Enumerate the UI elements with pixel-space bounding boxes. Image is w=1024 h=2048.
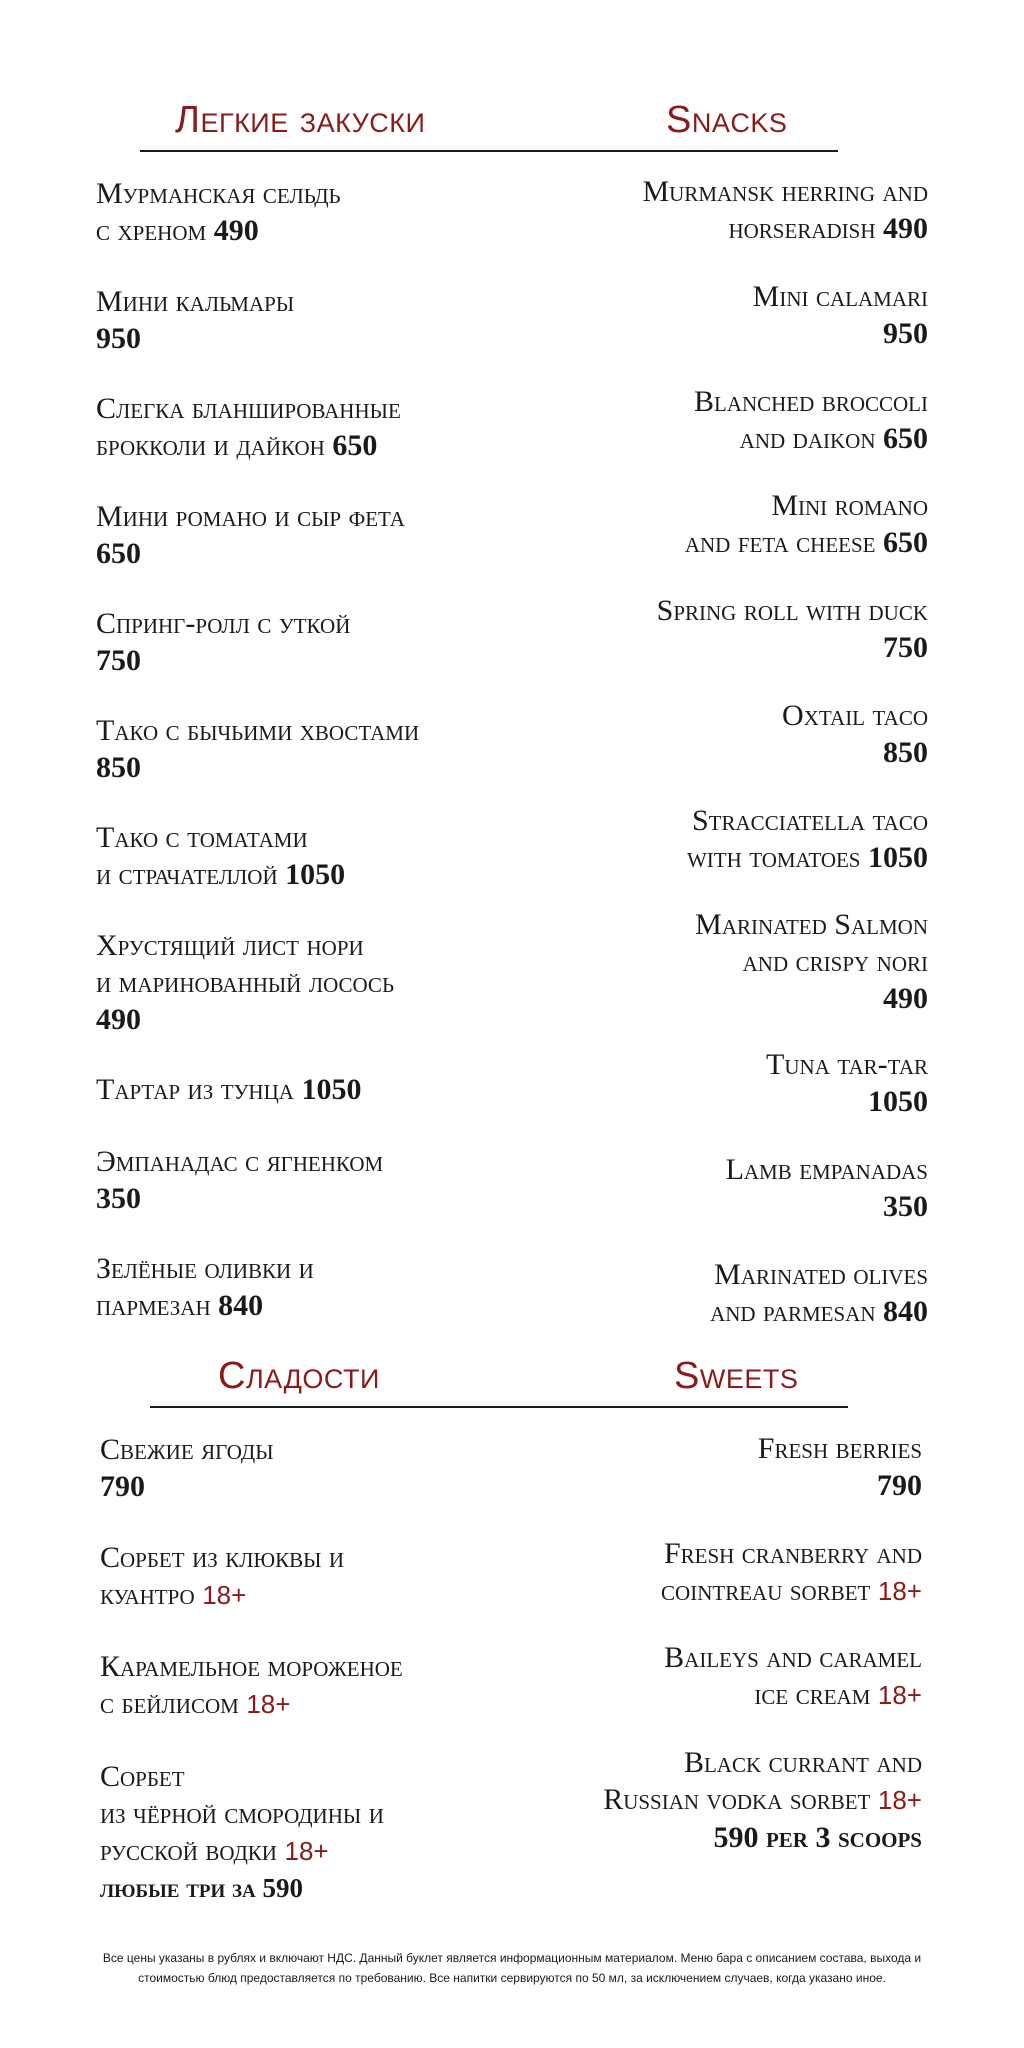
snack-price: 750	[883, 631, 928, 664]
snack-price: 1050	[868, 841, 928, 874]
snack-ru-line: Зелёные оливки и	[96, 1252, 314, 1285]
snack-ru-line: Мурманская сельдь	[96, 177, 341, 210]
sweet-ru-line: Карамельное мороженое	[100, 1650, 403, 1683]
snack-en-line: and crispy nori	[742, 945, 928, 978]
snack-ru-line: Спринг-ролл с уткой	[96, 607, 351, 640]
snack-item-ru	[96, 927, 394, 1038]
snack-item-en	[766, 1046, 928, 1120]
age-restriction-badge: 18+	[202, 1580, 247, 1610]
snack-item-en	[753, 278, 928, 352]
snack-en-line: Spring roll with duck	[656, 594, 928, 627]
snack-price: 650	[883, 422, 928, 455]
age-restriction-badge: 18+	[246, 1689, 291, 1719]
snack-price: 490	[213, 214, 259, 247]
snack-item-en	[685, 487, 928, 561]
footer-line: Все цены указаны в рублях и включают НДС. Данный буклет является информационным материалом. Меню бара с описанием состава, выхода и	[102, 1951, 922, 1965]
snack-en-line: with tomatoes	[686, 841, 861, 874]
snack-en-line: Mini romano	[771, 489, 928, 522]
sweet-ru-line: Сорбет из клюквы и	[100, 1541, 345, 1574]
sweet-en-line: Russian vodka sorbet	[603, 1783, 871, 1816]
age-restriction-badge: 18+	[877, 1576, 922, 1606]
snack-item-en	[710, 1256, 928, 1330]
sweet-en-line: cointreau sorbet	[661, 1574, 871, 1607]
snack-en-line: Stracciatella taco	[692, 804, 928, 837]
sweet-item-en	[603, 1744, 922, 1856]
snack-en-line: and daikon	[739, 422, 876, 455]
sweet-item-en	[661, 1535, 922, 1610]
snack-item-ru	[96, 1071, 361, 1108]
sweet-item-en	[758, 1430, 922, 1504]
snack-ru-line: с хреном	[96, 214, 207, 247]
snack-item-ru	[96, 605, 350, 679]
snack-en-line: and parmesan	[710, 1295, 876, 1328]
snack-ru-line: Тако с томатами	[96, 821, 308, 854]
snack-price: 650	[883, 526, 928, 559]
snack-price: 490	[883, 212, 928, 245]
sweet-price: любые три за 590	[100, 1873, 303, 1903]
snack-en-line: Oxtail taco	[782, 699, 928, 732]
snack-item-en	[695, 906, 928, 1017]
snack-en-line: horseradish	[728, 212, 876, 245]
snack-en-line: Marinated Salmon	[695, 908, 928, 941]
snack-item-ru	[96, 1250, 314, 1324]
sweet-en-line: Baileys and caramel	[664, 1641, 922, 1674]
sweet-item-ru	[100, 1648, 403, 1723]
snack-ru-line: Мини кальмары	[96, 285, 295, 318]
snack-item-ru	[96, 819, 345, 893]
sweet-item-ru	[100, 1431, 274, 1505]
snack-price: 350	[96, 1182, 141, 1215]
snack-item-ru	[96, 283, 294, 357]
snack-price: 490	[883, 982, 928, 1015]
snack-ru-line: Хрустящий лист нори	[96, 929, 364, 962]
sweet-en-line: Black currant and	[683, 1746, 922, 1779]
snack-ru-line: и маринованный лосось	[96, 966, 394, 999]
snack-item-ru	[96, 712, 419, 786]
age-restriction-badge: 18+	[877, 1785, 922, 1815]
sweet-en-line: Fresh cranberry and	[663, 1537, 922, 1570]
footer-line: стоимостью блюд предоставляется по требованию. Все напитки сервируются по 50 мл, за исключением случаев, когда указано иное.	[138, 1971, 886, 1985]
snack-ru-line: Тартар из тунца	[96, 1073, 294, 1106]
snack-en-line: Mini calamari	[752, 280, 928, 313]
snack-price: 850	[883, 736, 928, 769]
snack-item-en	[694, 383, 928, 457]
snack-ru-line: Эмпанадас с ягненком	[96, 1145, 384, 1178]
sweet-item-en	[664, 1639, 922, 1714]
sweet-ru-line: с бейлисом	[100, 1687, 239, 1720]
snack-price: 950	[883, 317, 928, 350]
snack-price: 840	[883, 1295, 928, 1328]
snack-price: 350	[883, 1190, 928, 1223]
snack-price: 1050	[301, 1073, 362, 1106]
snack-price: 950	[96, 322, 141, 355]
snack-price: 850	[96, 751, 141, 784]
sweets-title-en: Sweets	[674, 1355, 799, 1397]
sweet-ru-line: русской водки	[100, 1834, 277, 1867]
age-restriction-badge: 18+	[284, 1836, 329, 1866]
snack-en-line: and feta cheese	[684, 526, 876, 559]
sweet-ru-line: куантро	[100, 1578, 195, 1611]
snack-en-line: Lamb empanadas	[725, 1153, 928, 1186]
sweet-ru-line: Сорбет	[100, 1760, 185, 1793]
snack-en-line: Marinated olives	[714, 1258, 928, 1291]
snack-ru-line: брокколи и дайкон	[96, 429, 325, 462]
snack-ru-line: пармезан	[96, 1289, 211, 1322]
footer-disclaimer	[60, 1948, 964, 1988]
sweet-price: 790	[100, 1470, 145, 1503]
sweet-price: 790	[877, 1469, 922, 1502]
snack-en-line: Murmansk herring and	[642, 175, 928, 208]
snack-item-en	[642, 173, 928, 247]
snack-item-ru	[96, 1143, 383, 1217]
snack-price: 750	[96, 644, 141, 677]
sweet-ru-line: Свежие ягоды	[100, 1433, 274, 1466]
sweet-ru-line: из чёрной смородины и	[100, 1797, 384, 1830]
snack-item-en	[657, 592, 928, 666]
snack-ru-line: Тако с бычьими хвостами	[96, 714, 420, 747]
snack-item-ru	[96, 390, 401, 464]
snack-en-line: Blanched broccoli	[693, 385, 928, 418]
snack-en-line: Tuna tar-tar	[766, 1048, 928, 1081]
sweet-en-line: ice cream	[754, 1678, 871, 1711]
sweet-item-ru	[100, 1758, 384, 1907]
sweets-title-ru: Сладости	[218, 1355, 380, 1397]
snack-item-ru	[96, 175, 341, 249]
sweets-divider	[150, 1406, 848, 1408]
snack-item-en	[726, 1151, 928, 1225]
snacks-divider	[140, 150, 838, 152]
snacks-title-en: Snacks	[666, 99, 788, 141]
snack-item-en	[782, 697, 928, 771]
snack-ru-line: Слегка бланшированные	[96, 392, 401, 425]
snack-ru-line: и страчателлой	[96, 858, 278, 891]
sweet-price: 590 per 3 scoops	[713, 1821, 922, 1854]
snack-ru-line: Мини романо и сыр фета	[96, 500, 405, 533]
sweet-en-line: Fresh berries	[757, 1432, 922, 1465]
snack-item-ru	[96, 498, 405, 572]
snack-price: 840	[218, 1289, 264, 1322]
snack-item-en	[687, 802, 928, 876]
snack-price: 490	[96, 1003, 141, 1036]
snacks-title-ru: Легкие закуски	[175, 99, 426, 141]
snack-price: 650	[96, 537, 141, 570]
snack-price: 650	[332, 429, 378, 462]
snack-price: 1050	[868, 1085, 928, 1118]
age-restriction-badge: 18+	[877, 1680, 922, 1710]
snack-price: 1050	[285, 858, 346, 891]
sweet-item-ru	[100, 1539, 344, 1614]
